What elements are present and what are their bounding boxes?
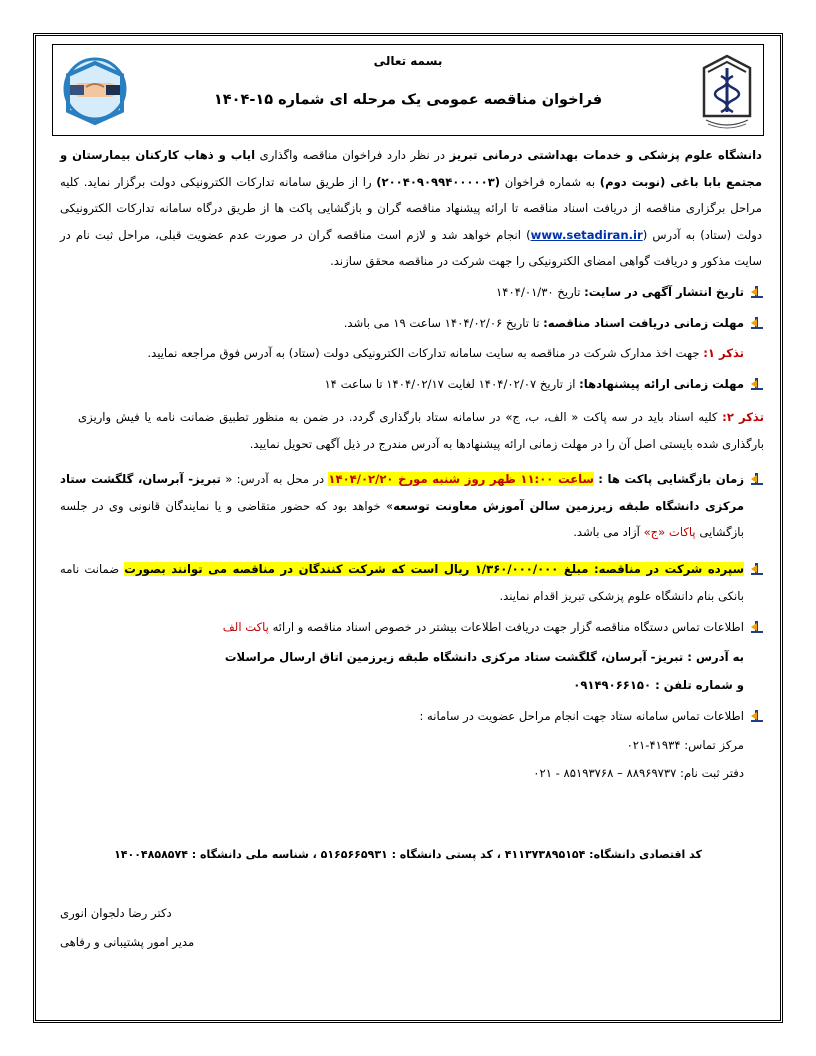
setad-call-center: مرکز تماس: ۴۱۹۳۴-۰۲۱ — [626, 738, 744, 752]
note-1 — [147, 346, 744, 360]
tender-title: فراخوان مناقصه عمومی یک مرحله ای شماره ۱۵-۱۴۰۴ — [213, 92, 603, 108]
contact-phone: و شماره تلفن : ۰۹۱۴۹۰۶۶۱۵۰ — [573, 678, 744, 692]
bullet-icon — [750, 709, 764, 723]
bullet-icon — [750, 620, 764, 634]
deposit-label: سپرده شرکت در مناقصه: — [594, 562, 745, 576]
setad-contact-item — [419, 703, 764, 730]
org-name: دانشگاه علوم پزشکی و خدمات بهداشتی درمانی تبریز — [449, 148, 762, 162]
opening-text-3: آزاد می باشد. — [573, 525, 644, 539]
opening-label: زمان بازگشایی پاکت ها : — [598, 472, 744, 486]
deposit-text-1: مبلغ ۱/۳۶۰/۰۰۰/۰۰۰ ریال است که شرکت کنندگان در مناقصه می توانند بصورت — [124, 562, 594, 576]
docs-deadline-value: تا تاریخ ۱۴۰۴/۰۲/۰۶ ساعت ۱۹ می باشد. — [343, 316, 544, 330]
contact-address: به آدرس : تبریز- آبرسان، گلگشت ستاد مرکزی دانشگاه طبقه زیرزمین اتاق ارسال مراسلات — [224, 650, 744, 664]
intro-paragraph — [60, 142, 762, 275]
offers-deadline-item — [324, 371, 764, 398]
offers-deadline-value: از تاریخ ۱۴۰۴/۰۲/۰۷ لغایت ۱۴۰۴/۰۲/۱۷ تا ساعت ۱۴ — [324, 377, 580, 391]
opening-text-2: » خواهد بود که حضور متقاضی و یا نمایندگان قانونی وی در جلسه بازگشایی — [60, 498, 744, 539]
offers-deadline-label: مهلت زمانی ارائه پیشنهادها: — [579, 377, 744, 391]
bismillah: بسمه تعالی — [373, 54, 443, 68]
deposit-item — [60, 556, 764, 609]
bullet-icon — [750, 377, 764, 391]
opening-place: تبریز- آبرسان، گلگشت ستاد مرکزی دانشگاه طبقه زیرزمین سالن آموزش معاونت توسعه — [60, 472, 745, 513]
opening-packets: پاکات «ج» — [643, 525, 696, 539]
note-2-label: تذکر ۲: — [722, 410, 764, 424]
call-number: (۲۰۰۴۰۹۰۹۹۴۰۰۰۰۰۳) — [376, 174, 501, 189]
setad-link[interactable]: www.setadiran.ir — [530, 227, 643, 242]
signer-title: مدیر امور پشتیبانی و رفاهی — [60, 935, 195, 949]
docs-deadline-item — [344, 310, 764, 337]
university-codes: کد اقتصادی دانشگاه: ۴۱۱۳۷۳۸۹۵۱۵۴ ، کد پستی دانشگاه : ۵۱۶۵۶۶۵۹۳۱ ، شناسه ملی دانشگاه : ۱۴۰۰۴۸۵۸۵۷۴ — [114, 848, 702, 861]
intro-text-1: در نظر دارد فراخوان مناقصه واگذاری — [255, 148, 450, 162]
signer-name: دکتر رضا دلجوان انوری — [60, 906, 172, 920]
bullet-icon — [750, 316, 764, 330]
publish-date-value: تاریخ ۱۴۰۴/۰۱/۳۰ — [496, 285, 585, 299]
contact-item — [223, 614, 764, 641]
publish-date-label: تاریخ انتشار آگهی در سایت: — [584, 285, 744, 299]
note-1-label: تذکر ۱: — [703, 346, 744, 360]
intro-text-3: را از طریق سامانه تدارکات الکترونیکی دولت برگزار نماید. کلیه مراحل برگزاری مناقصه از دریافت اسناد مناقصه تا ارائه پیشنهاد مناقصه گران و بازگشایی پاکت ها از طریق درگاه سامانه تدارکات الکترونیکی دولت (ستاد) به آدرس ( — [60, 174, 763, 242]
note-2-text: کلیه اسناد باید در سه پاکت « الف، ب، ج» در سامانه ستاد بارگذاری گردد. در ضمن به منظور تطبیق ضمانت نامه یا فیش واریزی بارگذاری شده بایستی اصل آن را در مهلت زمانی ارائه پیشنهادها به آدرس مندرج در ذیل آگهی تحویل نمایید. — [78, 410, 764, 451]
contact-packet: پاکت الف — [222, 620, 269, 634]
intro-text-2: به شماره فراخوان — [500, 174, 600, 189]
setad-contact-title: اطلاعات تماس سامانه ستاد جهت انجام مراحل عضویت در سامانه : — [419, 709, 744, 723]
opening-time: ساعت ۱۱:۰۰ ظهر روز شنبه مورخ ۱۴۰۴/۰۲/۲۰ — [328, 472, 594, 486]
note-1-text: جهت اخذ مدارک شرکت در مناقصه به سایت سامانه تدارکات الکترونیکی دولت (ستاد) به آدرس فوق مراجعه نمایید. — [147, 346, 704, 360]
publish-date-item — [496, 279, 764, 306]
contact-text: اطلاعات تماس دستگاه مناقصه گزار جهت دریافت اطلاعات بیشتر در خصوص اسناد مناقصه و ارائه — [268, 620, 744, 634]
tender-subject: ایاب و ذهاب کارکنان بیمارستان و مجتمع بابا باغی (نوبت دوم) — [60, 148, 763, 189]
bullet-icon — [750, 285, 764, 299]
bullet-icon — [750, 472, 764, 486]
deposit-text-2: ضمانت نامه بانکی بنام دانشگاه علوم پزشکی تبریز اقدام نمایند. — [60, 562, 744, 603]
docs-deadline-label: مهلت زمانی دریافت اسناد مناقصه: — [543, 316, 744, 330]
opening-item — [60, 466, 764, 546]
intro-text-4: ) انجام خواهد شد و لازم است مناقصه گران در صورت عدم عضویت قبلی، مراحل ثبت نام در سایت مذکور و دریافت گواهی امضای الکترونیکی را جهت شرکت در مناقصه محقق سازند. — [60, 227, 762, 268]
setad-registration-office: دفتر ثبت نام: ۸۸۹۶۹۷۳۷ – ۸۵۱۹۳۷۶۸ - ۰۲۱ — [533, 766, 744, 780]
bullet-icon — [750, 562, 764, 576]
opening-text-1: در محل به آدرس: « — [220, 472, 329, 486]
note-2 — [78, 404, 764, 457]
